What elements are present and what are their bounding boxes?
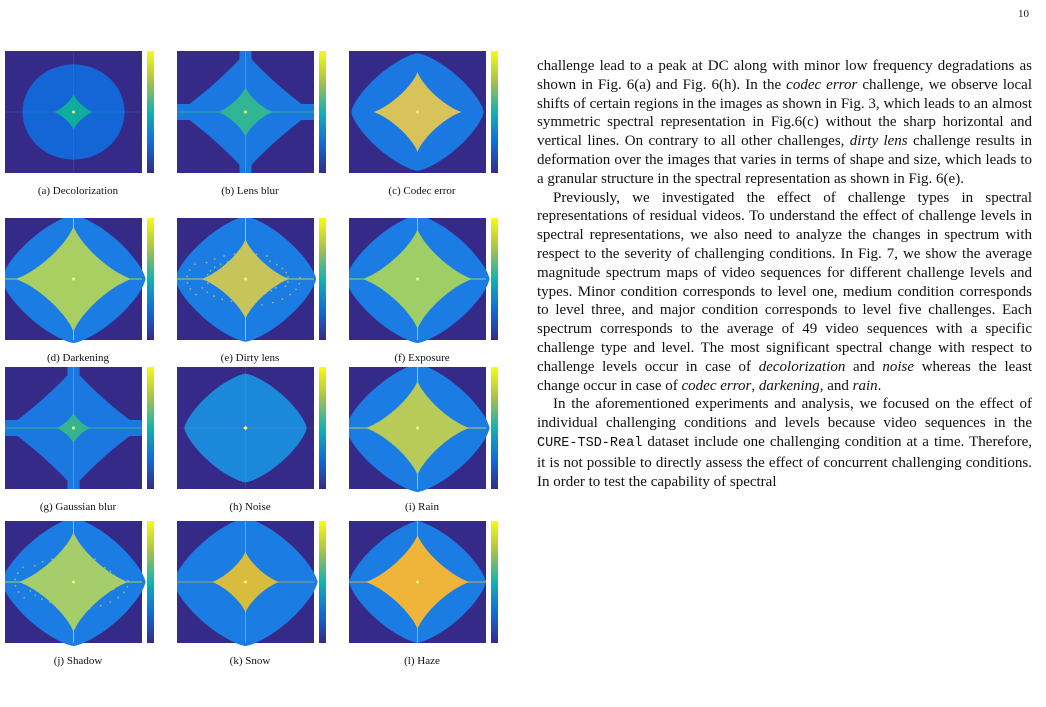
colorbar: [491, 51, 498, 173]
italic-term: rain: [852, 377, 878, 394]
spectrum-map: [5, 367, 163, 495]
spectrum-grain: [186, 276, 188, 278]
spectrum-grain: [258, 294, 260, 296]
spectrum-grain: [249, 263, 251, 265]
spectrum-grain: [246, 269, 248, 271]
figure-panel: [177, 218, 335, 368]
spectrum-grain: [266, 255, 268, 257]
spectrum-grain: [195, 294, 197, 296]
panel-caption: (a) Decolorization: [37, 185, 119, 197]
spectrum-dc-peak: [244, 111, 247, 114]
spectrum-map: [5, 218, 163, 346]
colorbar: [491, 218, 498, 340]
spectrum-grain: [285, 285, 287, 287]
spectrum-grain: [266, 267, 268, 269]
spectrum-grain: [234, 270, 236, 272]
spectrum-grain: [81, 578, 83, 580]
spectrum-grain: [233, 290, 235, 292]
spectrum-grain: [99, 573, 101, 575]
spectrum-grain: [218, 276, 220, 278]
spectrum-map: [5, 51, 163, 179]
spectrum-grain: [210, 270, 212, 272]
spectrum-grain: [231, 300, 233, 302]
spectrum-dc-peak: [416, 111, 419, 114]
spectrum-grain: [214, 258, 216, 260]
spectrum-grain: [190, 288, 192, 290]
text-run: challenge lead to a peak at DC along with minor low frequency degradations as shown in Fig. 6(a) and Fig. 6(h). In the: [537, 58, 1032, 93]
italic-term: codec error: [681, 377, 752, 394]
spectrum-grain: [23, 597, 25, 599]
spectrum-grain: [62, 556, 64, 558]
figure-panel: [349, 218, 507, 368]
spectrum-grain: [94, 570, 96, 572]
figure-panel: [5, 51, 163, 201]
spectrum-grain: [84, 556, 86, 558]
spectrum-grain: [234, 253, 236, 255]
spectrum-grain: [207, 282, 209, 284]
spectrum-grain: [17, 572, 19, 574]
figure-panel: [349, 51, 507, 201]
page-number: 10: [1018, 8, 1029, 20]
spectrum-grain: [287, 276, 289, 278]
spectrum-grain: [48, 566, 50, 568]
colorbar: [147, 367, 154, 489]
spectrum-grain: [94, 577, 96, 579]
spectrum-grain: [261, 304, 263, 306]
spectrum-dc-peak: [72, 427, 75, 430]
spectrum-grain: [219, 282, 221, 284]
figure-panel: [177, 367, 335, 517]
spectrum-dc-peak: [416, 427, 419, 430]
spectrum-grain: [236, 284, 238, 286]
spectrum-grain: [93, 595, 95, 597]
figure-panel: [349, 521, 507, 671]
spectrum-dc-peak: [416, 581, 419, 584]
spectrum-grain: [206, 291, 208, 293]
spectrum-dc-peak: [72, 111, 75, 114]
spectrum-grain: [79, 598, 81, 600]
body-text: [537, 57, 1032, 491]
spectrum-grain: [78, 576, 80, 578]
spectrum-grain: [275, 287, 277, 289]
spectrum-map: [349, 367, 507, 495]
spectrum-grain: [94, 558, 96, 560]
panel-caption: (b) Lens blur: [221, 185, 279, 197]
spectrum-grain: [100, 605, 102, 607]
spectrum-grain: [74, 572, 76, 574]
spectrum-grain: [251, 301, 253, 303]
spectrum-grain: [262, 285, 264, 287]
spectrum-grain: [285, 272, 287, 274]
spectrum-grain: [77, 566, 79, 568]
spectrum-grain: [229, 273, 231, 275]
figure-panel: [5, 521, 163, 671]
spectrum-grain: [38, 573, 40, 575]
spectrum-grain: [255, 264, 257, 266]
figure-panel: [177, 51, 335, 201]
spectrum-grain: [66, 572, 68, 574]
spectrum-grain: [75, 576, 77, 578]
spectrum-grain: [242, 263, 244, 265]
spectrum-grain: [267, 276, 269, 278]
spectrum-grain: [238, 269, 240, 271]
panel-caption: (k) Snow: [229, 655, 271, 667]
spectrum-grain: [59, 603, 61, 605]
spectrum-grain: [15, 585, 17, 587]
spectrum-grain: [70, 588, 72, 590]
paragraph: [537, 395, 1032, 491]
spectrum-dc-peak: [244, 581, 247, 584]
figure-panel: [349, 367, 507, 517]
colorbar: [147, 521, 154, 643]
spectrum-grain: [189, 269, 191, 271]
spectrum-grain: [70, 572, 72, 574]
spectrum-grain: [227, 261, 229, 263]
spectrum-grain: [110, 570, 112, 572]
spectrum-grain: [231, 271, 233, 273]
spectrum-grain: [248, 285, 250, 287]
spectrum-dc-peak: [416, 278, 419, 281]
figure-panel: [177, 521, 335, 671]
dataset-name: CURE-TSD-Real: [537, 435, 643, 451]
spectrum-grain: [49, 601, 51, 603]
spectrum-grain: [80, 588, 82, 590]
spectrum-grain: [69, 604, 71, 606]
colorbar: [319, 367, 326, 489]
spectrum-grain: [55, 564, 57, 566]
spectrum-grain: [115, 584, 117, 586]
italic-term: decolorization: [758, 358, 846, 375]
spectrum-grain: [35, 585, 37, 587]
spectrum-grain: [269, 261, 271, 263]
spectrum-grain: [270, 290, 272, 292]
spectrum-grain: [76, 588, 78, 590]
spectrum-grain: [55, 578, 57, 580]
figure-panel: [5, 218, 163, 368]
spectrum-grain: [213, 295, 215, 297]
colorbar: [491, 521, 498, 643]
spectrum-grain: [243, 295, 245, 297]
spectrum-map: [349, 218, 507, 346]
spectrum-grain: [95, 584, 97, 586]
spectrum-grain: [87, 590, 89, 592]
text-run: ,: [751, 377, 759, 394]
colorbar: [147, 51, 154, 173]
spectrum-grain: [67, 588, 69, 590]
spectrum-grain: [282, 267, 284, 269]
spectrum-grain: [97, 564, 99, 566]
spectrum-grain: [18, 591, 20, 593]
spectrum-grain: [271, 270, 273, 272]
spectrum-grain: [42, 561, 44, 563]
spectrum-grain: [227, 275, 229, 277]
spectrum-grain: [242, 269, 244, 271]
spectrum-grain: [289, 294, 291, 296]
spectrum-grain: [127, 580, 129, 582]
text-run: and: [845, 358, 883, 375]
spectrum-grain: [252, 274, 254, 276]
spectrum-grain: [207, 274, 209, 276]
colorbar: [491, 367, 498, 489]
spectrum-grain: [98, 593, 100, 595]
spectrum-grain: [64, 598, 66, 600]
spectrum-grain: [235, 263, 237, 265]
spectrum-dc-peak: [72, 581, 75, 584]
spectrum-map: [349, 521, 507, 649]
panel-caption: (h) Noise: [229, 501, 271, 513]
spectrum-grain: [22, 566, 24, 568]
spectrum-grain: [265, 292, 267, 294]
spectrum-grain: [194, 263, 196, 265]
spectrum-grain: [86, 597, 88, 599]
spectrum-grain: [79, 604, 81, 606]
panel-caption: (e) Dirty lens: [220, 352, 280, 364]
spectrum-grain: [239, 285, 241, 287]
spectrum-grain: [261, 265, 263, 267]
panel-caption: (l) Haze: [404, 655, 440, 667]
spectrum-grain: [56, 592, 58, 594]
spectrum-grain: [228, 289, 230, 291]
spectrum-grain: [295, 289, 297, 291]
spectrum-grain: [71, 598, 73, 600]
spectrum-grain: [35, 577, 37, 579]
spectrum-grain: [104, 567, 106, 569]
spectrum-grain: [236, 295, 238, 297]
spectrum-map: [177, 521, 335, 649]
spectrum-grain: [64, 587, 66, 589]
spectrum-grain: [242, 285, 244, 287]
spectrum-grain: [117, 597, 119, 599]
spectrum-grain: [59, 574, 61, 576]
spectrum-map: [177, 367, 335, 495]
spectrum-grain: [272, 302, 274, 304]
spectrum-grain: [202, 287, 204, 289]
spectrum-grain: [63, 566, 65, 568]
panel-caption: (i) Rain: [405, 501, 439, 513]
spectrum-grain: [61, 593, 63, 595]
spectrum-grain: [14, 579, 16, 581]
spectrum-map: [349, 51, 507, 179]
italic-term: codec error: [786, 76, 858, 93]
spectrum-grain: [206, 262, 208, 264]
spectrum-dc-peak: [244, 278, 247, 281]
spectrum-grain: [62, 573, 64, 575]
spectrum-grain: [90, 588, 92, 590]
spectrum-grain: [250, 273, 252, 275]
spectrum-grain: [42, 569, 44, 571]
colorbar: [319, 521, 326, 643]
spectrum-grain: [123, 592, 125, 594]
italic-term: darkening: [758, 377, 820, 394]
spectrum-grain: [62, 586, 64, 588]
spectrum-grain: [89, 568, 91, 570]
italic-term: noise: [882, 358, 915, 375]
spectrum-grain: [109, 601, 111, 603]
colorbar: [147, 218, 154, 340]
panel-caption: (f) Exposure: [394, 352, 450, 364]
spectrum-grain: [187, 282, 189, 284]
spectrum-grain: [80, 577, 82, 579]
spectrum-grain: [47, 585, 49, 587]
figure-panel: [5, 367, 163, 517]
spectrum-grain: [70, 566, 72, 568]
text-run: challenge, we observe local shifts of certain regions in the images as shown in Fig. 3, which leads to an almost symmetric spectral representation in Fig.6(c) without the sharp horizontal and vertical lines. On contrary to all other challenges,: [537, 76, 1032, 150]
spectrum-grain: [95, 579, 97, 581]
spectrum-grain: [30, 590, 32, 592]
spectrum-grain: [89, 607, 91, 609]
spectrum-map: [177, 218, 335, 346]
spectrum-grain: [51, 558, 53, 560]
panel-caption: (d) Darkening: [46, 352, 109, 364]
spectrum-grain: [252, 285, 254, 287]
text-run: In the aforementioned experiments and analysis, we focused on the effect of individual challenging conditions and levels because video sequences in the: [537, 396, 1032, 432]
spectrum-grain: [224, 287, 226, 289]
spectrum-grain: [299, 277, 301, 279]
colorbar: [319, 218, 326, 340]
spectrum-grain: [241, 301, 243, 303]
spectrum-grain: [220, 263, 222, 265]
spectrum-grain: [83, 567, 85, 569]
panel-caption: (c) Codec error: [388, 185, 456, 197]
spectrum-grain: [113, 575, 115, 577]
spectrum-grain: [221, 284, 223, 286]
spectrum-grain: [223, 255, 225, 257]
italic-term: dirty lens: [849, 133, 908, 150]
text-run: , and: [819, 377, 853, 394]
spectrum-grain: [52, 590, 54, 592]
colorbar: [319, 51, 326, 173]
spectrum-grain: [221, 298, 223, 300]
text-run: .: [877, 377, 882, 394]
spectrum-grain: [113, 588, 115, 590]
text-run: whereas the least change occur in case of: [537, 358, 1032, 394]
spectrum-grain: [49, 587, 51, 589]
spectrum-grain: [234, 283, 236, 285]
spectrum-grain: [41, 598, 43, 600]
spectrum-grain: [298, 283, 300, 285]
spectrum-grain: [126, 586, 128, 588]
text-run: Previously, we investigated the effect of challenge types in spectral representations of residual videos. To understand the effect of challenge levels in spectral representations, we also need to analyze the changes in spectrum with respect to the severity of challenging conditions. In Fig. 7, we show the average magnitude spectrum maps of video sequences for different challenge levels and types. Minor condition corresponds to level one, medium condition corresponds to level three, and major condition corresponds to level five challenges. Each spectrum corresponds to the average of 49 video sequences with a specific challenge type and level. The most significant spectral change with respect to challenge levels occur in case of: [537, 189, 1032, 375]
spectrum-grain: [103, 590, 105, 592]
paragraph: [537, 189, 1032, 396]
panel-caption: (g) Gaussian blur: [39, 501, 117, 513]
spectrum-dc-peak: [72, 278, 75, 281]
text-run: dataset include one challenging condition at a time. Therefore, it is not possible to directly assess the effect of concurrent challenging conditions. In order to test the capability of spectral: [537, 433, 1032, 490]
spectrum-grain: [265, 283, 267, 285]
panel-caption: (j) Shadow: [53, 655, 103, 667]
spectrum-grain: [287, 281, 289, 283]
spectrum-grain: [46, 579, 48, 581]
spectrum-grain: [247, 273, 249, 275]
paragraph: [537, 57, 1032, 189]
spectrum-grain: [266, 274, 268, 276]
spectrum-grain: [214, 266, 216, 268]
spectrum-grain: [57, 576, 59, 578]
spectrum-grain: [267, 281, 269, 283]
text-run: challenge results in deformation over the images that varies in terms of shape and size, which leads to a granular structure in the spectral representation as shown in Fig. 6(e).: [537, 133, 1032, 187]
spectrum-grain: [251, 295, 253, 297]
spectrum-grain: [281, 298, 283, 300]
spectrum-map: [177, 51, 335, 179]
spectrum-grain: [256, 253, 258, 255]
spectrum-map: [5, 521, 163, 649]
spectrum-dc-peak: [244, 427, 247, 430]
spectrum-grain: [34, 565, 36, 567]
spectrum-grain: [93, 586, 95, 588]
spectrum-grain: [276, 264, 278, 266]
spectrum-grain: [34, 594, 36, 596]
spectrum-grain: [259, 287, 261, 289]
spectrum-grain: [253, 275, 255, 277]
spectrum-grain: [115, 579, 117, 581]
